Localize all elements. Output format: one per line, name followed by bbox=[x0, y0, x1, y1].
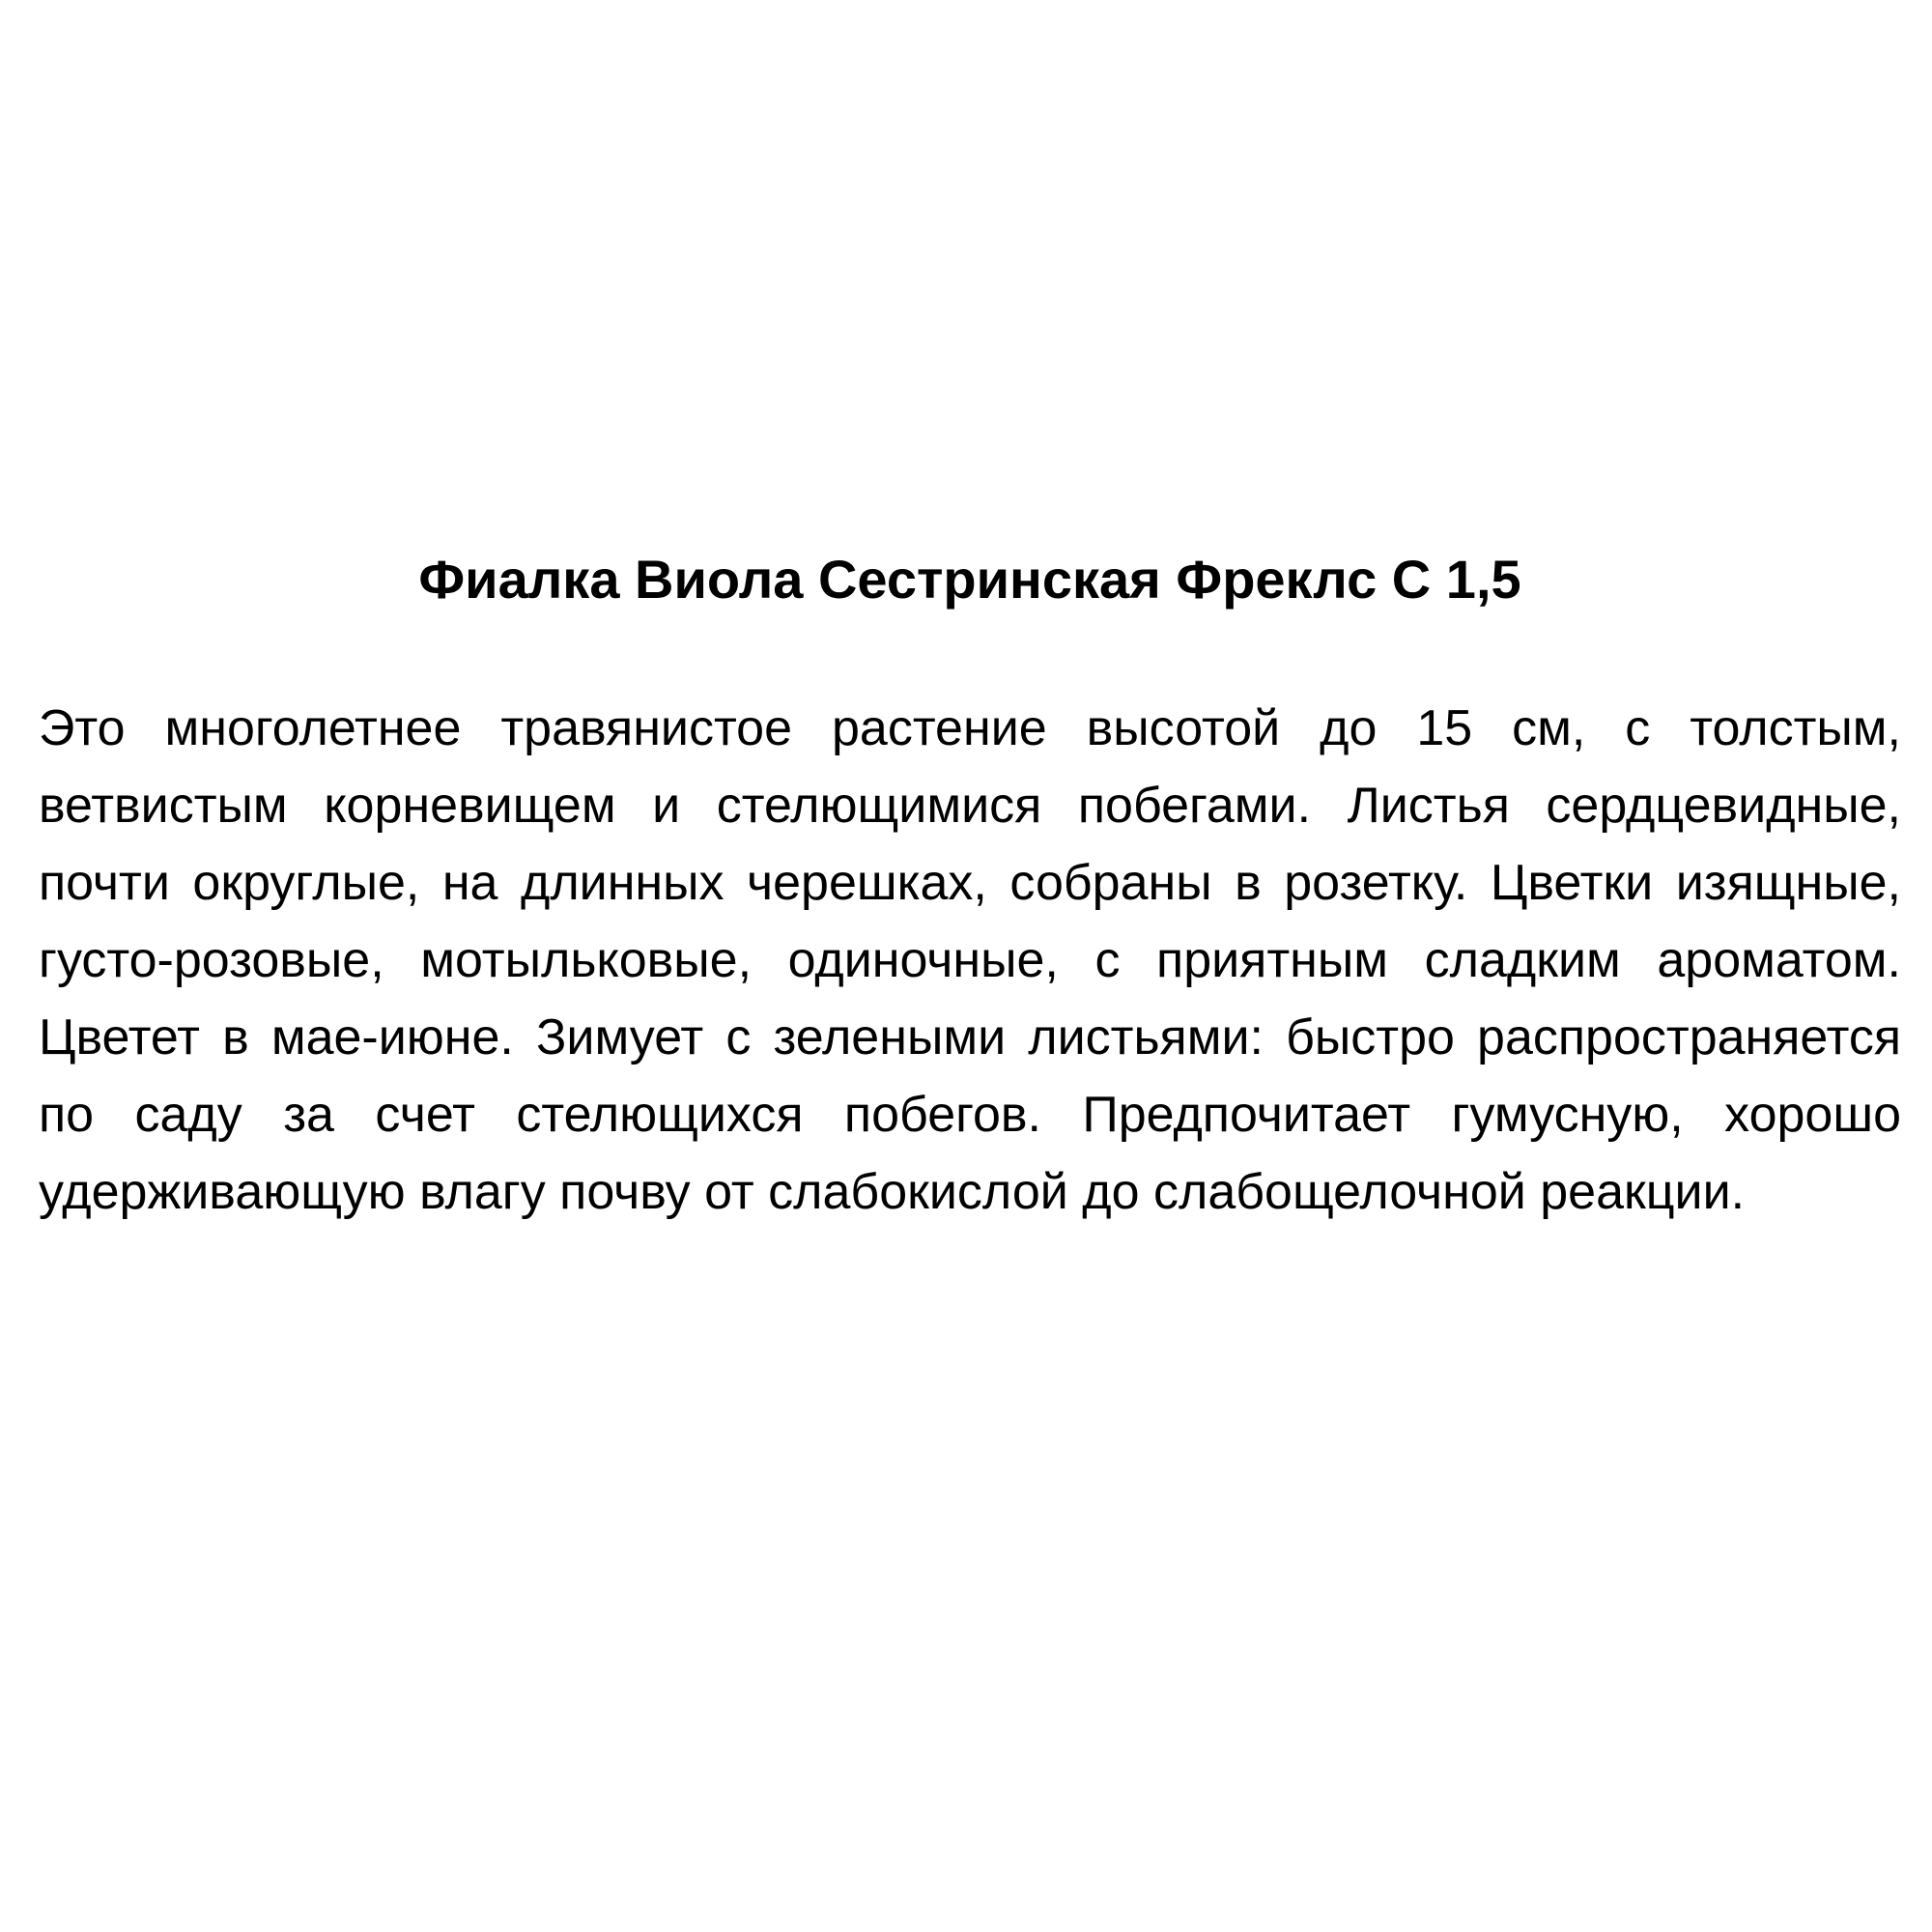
product-description: Это многолетнее травянистое растение высотой до 15 см, с толстым, ветвистым корневищем и стелющимися побегами. Листья сердцевидные, почти округлые, на длинных черешках, собраны в розетку. Цветки изящные, густо-розовые, мотыльковые, одиночные, с приятным сладким ароматом. Цветет в мае-июне. Зимует с зелеными листьями: быстро распространяется по саду за счет стелющихся побегов. Предпочитает гумусную, хорошо удерживающую влагу почву от слабокислой до слабощелочной реакции. bbox=[39, 700, 1901, 1220]
product-title: Фиалка Виола Сестринская Фреклс С 1,5 bbox=[418, 549, 1521, 610]
document bbox=[39, 541, 1901, 1231]
